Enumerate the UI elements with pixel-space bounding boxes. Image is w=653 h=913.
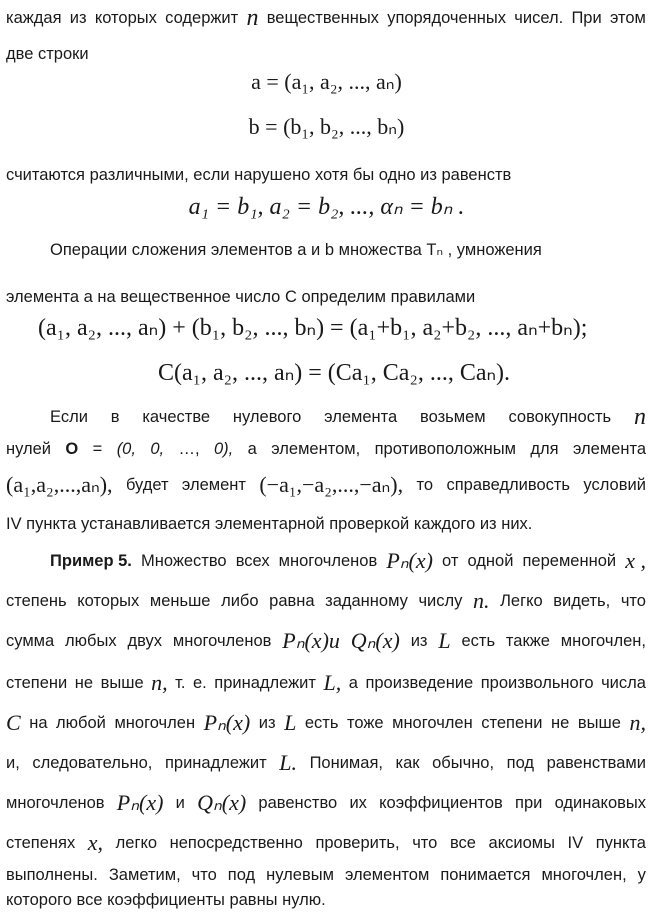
text-line-15 xyxy=(50,548,646,573)
word: вещественных xyxy=(266,9,379,27)
word: в xyxy=(110,408,120,426)
formula-text: a₁ = b₁, a₂ = b₂, ..., αₙ = bₙ . xyxy=(188,194,465,220)
word: 0), xyxy=(213,440,234,458)
word: проверить, xyxy=(315,834,400,852)
word: числа xyxy=(601,674,646,692)
formula-sum xyxy=(38,315,588,341)
word: IV xyxy=(567,834,584,852)
formula-text: C(a₁, a₂, ..., aₙ) = (Ca₁, Ca₂, ..., Caₙ). xyxy=(158,360,511,386)
word: многочлен xyxy=(392,714,473,732)
math-symbol: n, xyxy=(151,670,168,695)
text-line-11 xyxy=(50,404,646,430)
word: под xyxy=(227,866,256,884)
math-symbol: L, xyxy=(323,670,342,695)
word: любых xyxy=(65,632,117,650)
word: числу xyxy=(418,592,463,610)
word: качестве xyxy=(142,408,211,426)
word: для xyxy=(530,440,559,458)
word: на xyxy=(29,714,48,732)
math-symbol: n. xyxy=(472,588,490,613)
formula-text: Pₙ(x) xyxy=(116,790,164,815)
word: многочленов xyxy=(278,552,378,570)
math-symbol: n xyxy=(633,404,646,430)
word: коэффициентов xyxy=(379,794,503,812)
example-heading: Пример 5. xyxy=(50,552,132,570)
text-line-23 xyxy=(6,865,646,885)
word: условий xyxy=(583,476,646,494)
word: одной xyxy=(467,552,514,570)
word: многочленов xyxy=(172,632,272,650)
formula-text: a = (a₁, a₂, ..., aₙ) xyxy=(251,69,402,94)
word: Множество xyxy=(140,552,227,570)
math-symbol: L xyxy=(438,628,451,653)
word: многочлен, xyxy=(560,632,646,650)
text-line-12 xyxy=(6,439,646,459)
word: любой xyxy=(56,714,106,732)
word: то xyxy=(416,476,434,494)
word: что xyxy=(412,834,438,852)
word: выше xyxy=(100,674,144,692)
word: легко xyxy=(115,834,158,852)
word: пункта xyxy=(595,834,646,852)
word: равна xyxy=(269,592,315,610)
word: аксиомы xyxy=(488,834,555,852)
word: принадлежит xyxy=(164,754,267,772)
word: содержит xyxy=(165,9,239,27)
word: степени xyxy=(6,674,68,692)
word: есть xyxy=(461,632,496,650)
text-line-8: элемента a на вещественное число C определим правилами xyxy=(6,288,476,306)
word: нулей xyxy=(6,440,52,458)
word: выше xyxy=(577,714,621,732)
math-symbol: x , xyxy=(625,548,646,573)
word: есть xyxy=(304,714,339,732)
formula-text: Pₙ(x)и xyxy=(282,628,340,653)
word: 0, xyxy=(150,440,165,458)
formula-text: (a₁, a₂, ..., aₙ) + (b₁, b₂, ..., bₙ) = (a₁+b₁, a₂+b₂, ..., aₙ+bₙ); xyxy=(38,315,588,341)
text-line-19 xyxy=(6,710,646,735)
word: обычно, xyxy=(432,754,495,772)
formula-vector-a xyxy=(0,69,653,94)
word: элемента xyxy=(572,440,646,458)
word: заданному xyxy=(325,592,408,610)
word: т. xyxy=(175,674,186,692)
formula-text: Pₙ(x) xyxy=(386,548,433,573)
text-line-22 xyxy=(6,830,646,855)
formula-vector-b xyxy=(0,114,653,139)
formula-product xyxy=(158,360,511,386)
math-symbol: n xyxy=(246,5,259,31)
word: всех xyxy=(235,552,270,570)
word: элемент xyxy=(181,476,246,494)
word: их xyxy=(349,794,367,812)
formula-text: Pₙ(x) xyxy=(203,710,251,735)
word: а xyxy=(348,674,358,692)
word: а xyxy=(247,440,257,458)
word: следовательно, xyxy=(32,754,153,772)
word: произведение xyxy=(365,674,474,692)
math-symbol: O xyxy=(65,440,79,458)
word: будет xyxy=(125,476,169,494)
word: е. xyxy=(192,674,207,692)
text-line-18 xyxy=(6,670,646,695)
math-symbol: n, xyxy=(629,710,646,735)
word: также xyxy=(505,632,550,650)
word: степенях xyxy=(6,834,76,852)
word: равенство xyxy=(258,794,338,812)
word: Если xyxy=(50,408,88,426)
word: меньше xyxy=(149,592,211,610)
formula-text: Qₙ(x) xyxy=(350,628,400,653)
word: и xyxy=(175,794,185,812)
word: степени xyxy=(481,714,543,732)
word: у xyxy=(637,866,646,884)
word: элемента xyxy=(324,408,398,426)
word: совокупность xyxy=(508,408,612,426)
formula-text: Qₙ(x) xyxy=(197,790,247,815)
text-line-13 xyxy=(6,472,646,497)
word: не xyxy=(551,714,570,732)
text-line-14: IV пункта устанавливается элементарной проверкой каждого из них. xyxy=(6,515,533,533)
word: переменной xyxy=(522,552,617,570)
text-line-2: две строки xyxy=(6,45,89,63)
word: противоположным xyxy=(374,440,516,458)
formula-equalities xyxy=(0,194,653,220)
word: многочлен, xyxy=(541,866,627,884)
text-line-7: Операции сложения элементов a и b множества Tₙ , умножения xyxy=(50,241,542,259)
word: двух xyxy=(127,632,162,650)
word: которых xyxy=(94,9,157,27)
word: как xyxy=(395,754,420,772)
word: (0, xyxy=(116,440,136,458)
word: и, xyxy=(6,754,20,772)
word: под xyxy=(506,754,535,772)
word: нулевым xyxy=(266,866,334,884)
word: из xyxy=(410,632,428,650)
text-line-20 xyxy=(6,750,646,775)
math-symbol: x, xyxy=(87,830,104,855)
word: сумма xyxy=(6,632,55,650)
word: из xyxy=(69,9,87,27)
word: каждая xyxy=(6,9,62,27)
word: Заметим, xyxy=(108,866,181,884)
word: многочлен xyxy=(114,714,196,732)
word: Легко xyxy=(500,592,543,610)
word: все xyxy=(449,834,476,852)
text-line-1 xyxy=(6,5,646,31)
math-symbol: C xyxy=(6,710,21,735)
word: элементом xyxy=(344,866,430,884)
word: что xyxy=(191,866,217,884)
word: упорядоченных xyxy=(387,9,507,27)
word: от xyxy=(442,552,459,570)
word: …, xyxy=(178,440,200,458)
word: При xyxy=(571,9,602,27)
word: которых xyxy=(77,592,140,610)
word: многочленов xyxy=(6,794,105,812)
word: = xyxy=(92,440,103,458)
text-line-17 xyxy=(6,628,646,653)
word: элементом, xyxy=(271,440,361,458)
text-line-24: которого все коэффициенты равны нулю. xyxy=(6,891,326,909)
word: не xyxy=(74,674,94,692)
word: степень xyxy=(6,592,67,610)
word: произвольного xyxy=(480,674,594,692)
math-symbol: L. xyxy=(279,750,297,775)
word: видеть, xyxy=(553,592,611,610)
word: справедливость xyxy=(446,476,571,494)
word: нулевого xyxy=(232,408,302,426)
word: непосредственно xyxy=(169,834,303,852)
word: из xyxy=(258,714,276,732)
text-line-21 xyxy=(6,790,646,815)
text-line-16 xyxy=(6,588,646,613)
word: равенствами xyxy=(546,754,646,772)
word: принадлежит xyxy=(214,674,316,692)
word: выполнены. xyxy=(6,866,98,884)
word: тоже xyxy=(346,714,384,732)
word: что xyxy=(620,592,646,610)
word: либо xyxy=(221,592,259,610)
word: одинаковых xyxy=(554,794,646,812)
word: этом xyxy=(609,9,646,27)
math-symbol: L xyxy=(284,710,297,735)
word: Понимая, xyxy=(309,754,383,772)
formula-text: (−a₁,−a₂,...,−aₙ), xyxy=(259,472,404,497)
word: понимается xyxy=(440,866,531,884)
formula-text: b = (b₁, b₂, ..., bₙ) xyxy=(248,114,405,139)
word: при xyxy=(515,794,543,812)
formula-text: (a₁,a₂,...,aₙ), xyxy=(6,472,113,497)
word: чисел. xyxy=(514,9,564,27)
text-line-5: считаются различными, если нарушено хотя бы одно из равенств xyxy=(6,166,512,184)
word: возьмем xyxy=(420,408,486,426)
